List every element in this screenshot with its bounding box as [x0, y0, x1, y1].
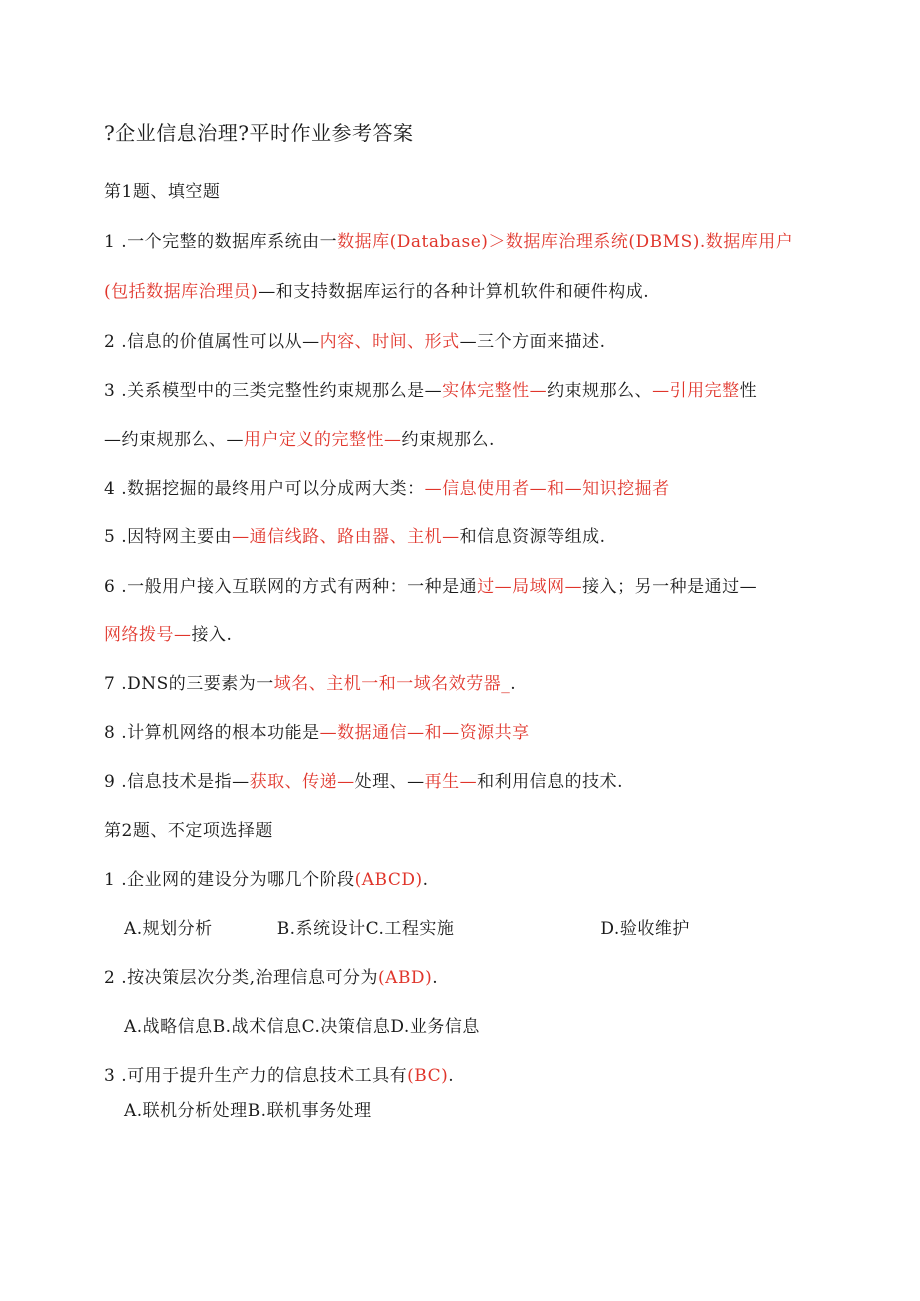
question-line	[104, 280, 649, 304]
text-span: 7 .DNS的三要素为一	[104, 674, 274, 694]
option-b: B.联机事务处理	[247, 1101, 372, 1121]
question-line	[104, 672, 516, 696]
question-line	[104, 230, 793, 254]
question-line	[104, 770, 623, 794]
text-span: 接入；另一种是通过—	[582, 577, 758, 597]
answer-span: 数据库(Database)＞数据库治理系统(DBMS).数据库用户	[337, 232, 794, 252]
section-heading: 第2题、不定项选择题	[104, 821, 273, 841]
section-heading: 第1题、填空题	[104, 182, 221, 202]
question-line	[104, 623, 232, 647]
answer-span: —引用完整	[652, 381, 740, 401]
option-a: A.联机分析处理	[124, 1101, 248, 1121]
document-title: ?企业信息治理?平时作业参考答案	[104, 121, 414, 145]
option-b: B.系统设计	[276, 919, 366, 939]
option-c: C.决策信息	[301, 1017, 391, 1037]
question-line	[104, 379, 757, 403]
options-line	[124, 917, 690, 941]
text-span: 和信息资源等组成.	[459, 527, 606, 547]
option-a: A.规划分析	[124, 919, 213, 939]
text-span: 5 .因特网主要由	[104, 527, 233, 547]
answer-span: —信息使用者—和—知识挖掘者	[424, 479, 670, 499]
text-span: 3 .关系模型中的三类完整性约束规那么是—	[104, 381, 443, 401]
text-span: —三个方面来描述.	[459, 332, 606, 352]
answer-span: 域名、主机一和一域名效劳器_	[273, 674, 511, 694]
text-span: 8 .计算机网络的根本功能是	[104, 723, 320, 743]
text-span: .	[432, 968, 439, 988]
answer-span: (BC)	[407, 1066, 449, 1086]
question-line	[104, 575, 757, 599]
question-line	[104, 868, 429, 892]
question-line	[104, 1064, 454, 1088]
question-line	[104, 477, 670, 501]
text-span: 2 .信息的价值属性可以从—	[104, 332, 320, 352]
answer-span: 过—局域网—	[477, 577, 583, 597]
text-span: 1 .企业网的建设分为哪几个阶段	[104, 870, 355, 890]
text-span: .	[422, 870, 429, 890]
text-span: 4 .数据挖掘的最终用户可以分成两大类：	[104, 479, 425, 499]
option-a: A.战略信息	[124, 1017, 213, 1037]
text-span: —约束规那么、—	[104, 430, 244, 450]
answer-span: 实体完整性—	[442, 381, 548, 401]
answer-span: (包括数据库治理员)	[104, 282, 259, 302]
answer-span: 获取、传递—	[249, 772, 355, 792]
text-span: 约束规那么、	[547, 381, 653, 401]
option-c: C.工程实施	[365, 919, 455, 939]
answer-span: —通信线路、路由器、主机—	[232, 527, 460, 547]
text-span: 接入.	[191, 625, 233, 645]
answer-span: (ABCD)	[354, 870, 423, 890]
option-d: D.验收维护	[600, 919, 690, 939]
answer-span: 再生—	[424, 772, 478, 792]
question-line	[104, 428, 495, 452]
answer-span: 内容、时间、形式	[319, 332, 460, 352]
text-span: .	[448, 1066, 455, 1086]
options-line	[124, 1099, 372, 1123]
text-span: 2 .按决策层次分类,治理信息可分为	[104, 968, 379, 988]
text-span: 约束规那么.	[401, 430, 495, 450]
question-line	[104, 330, 606, 354]
text-span: .	[510, 674, 517, 694]
answer-span: (ABD)	[378, 968, 433, 988]
question-line	[104, 721, 530, 745]
text-span: 和利用信息的技术.	[477, 772, 624, 792]
text-span: 3 .可用于提升生产力的信息技术工具有	[104, 1066, 408, 1086]
text-span: 6 .一般用户接入互联网的方式有两种：一种是通	[104, 577, 478, 597]
text-span: 9 .信息技术是指—	[104, 772, 250, 792]
question-line	[104, 966, 438, 990]
text-span: 1 .一个完整的数据库系统由一	[104, 232, 338, 252]
text-span: —和支持数据库运行的各种计算机软件和硬件构成.	[258, 282, 650, 302]
option-d: D.业务信息	[390, 1017, 480, 1037]
options-line	[124, 1015, 480, 1039]
text-span: 处理、—	[354, 772, 425, 792]
answer-span: —数据通信—和—资源共享	[319, 723, 530, 743]
option-b: B.战术信息	[212, 1017, 302, 1037]
answer-span: 用户定义的完整性—	[244, 430, 402, 450]
question-line	[104, 525, 606, 549]
answer-span: 网络拨号—	[104, 625, 192, 645]
text-span: 性	[739, 381, 758, 401]
